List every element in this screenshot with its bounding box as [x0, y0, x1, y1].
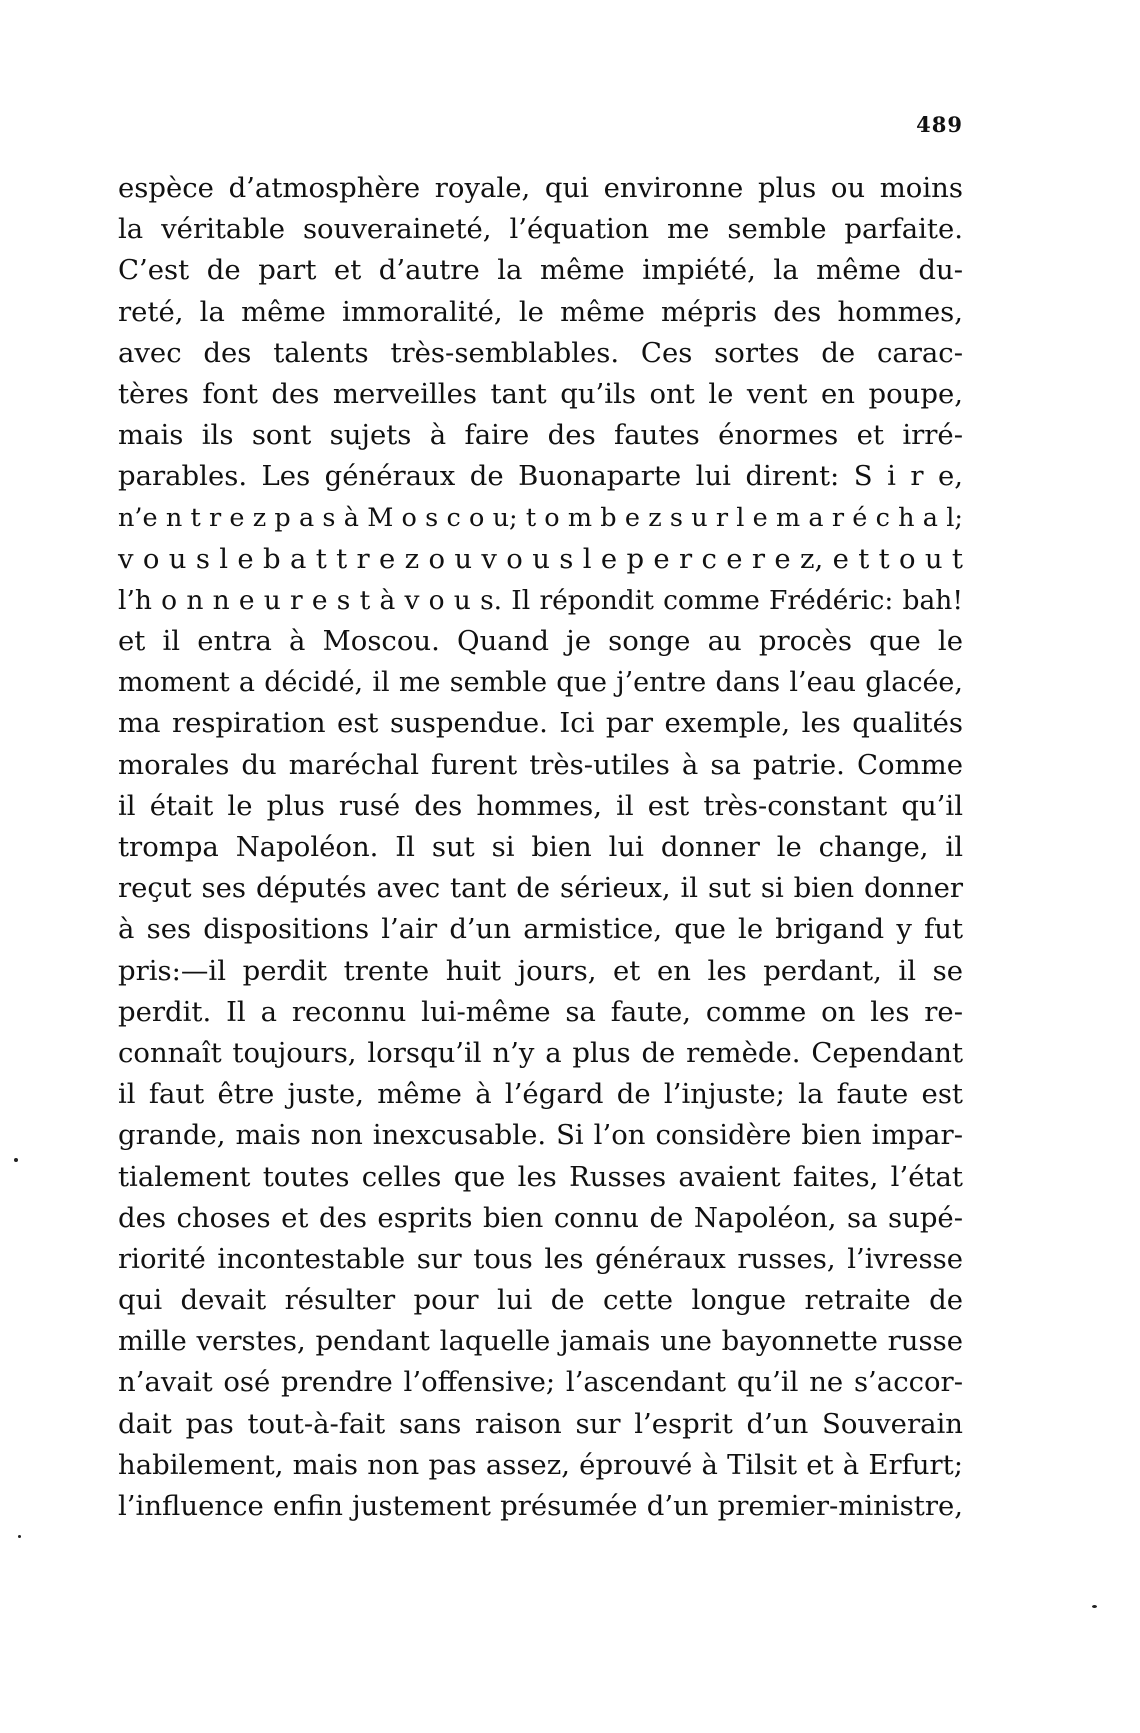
text-line: perdit. Il a reconnu lui-même sa faute, comme on les re-	[118, 995, 963, 1028]
text-line: tialement toutes celles que les Russes avaient faites, l’état	[118, 1160, 963, 1193]
text-line: morales du maréchal furent très-utiles à sa patrie. Comme	[118, 748, 963, 781]
text-line: dait pas tout-à-fait sans raison sur l’esprit d’un Souverain	[118, 1407, 963, 1440]
text-line: n’avait osé prendre l’offensive; l’ascendant qu’il ne s’accor-	[118, 1366, 963, 1399]
text-line: avec des talents très-semblables. Ces sortes de carac-	[118, 336, 963, 369]
text-line: pris:—il perdit trente huit jours, et en les perdant, il se	[118, 954, 963, 987]
text-line: habilement, mais non pas assez, éprouvé à Tilsit et à Erfurt;	[118, 1448, 963, 1481]
text-line: et il entra à Moscou. Quand je songe au procès que le	[118, 625, 963, 658]
body-text	[118, 168, 963, 1527]
text-line: des choses et des esprits bien connu de Napoléon, sa supé-	[118, 1201, 963, 1234]
text-line: la véritable souveraineté, l’équation me semble parfaite.	[118, 213, 963, 246]
page-number: 489	[916, 112, 963, 137]
text-line: reté, la même immoralité, le même mépris des hommes,	[118, 295, 963, 328]
text-line: riorité incontestable sur tous les généraux russes, l’ivresse	[118, 1242, 963, 1275]
text-line: il était le plus rusé des hommes, il est très-constant qu’il	[118, 789, 963, 822]
text-line: C’est de part et d’autre la même impiété, la même du-	[118, 254, 963, 287]
text-line: l’h o n n e u r e s t à v o u s. Il répondit comme Frédéric: bah!	[118, 584, 963, 616]
text-line: n’e n t r e z p a s à M o s c o u; t o m b e z s u r l e m a r é c h a l;	[118, 502, 963, 533]
text-line: l’influence enfin justement présumée d’un premier-ministre,	[118, 1490, 963, 1522]
scan-speck	[18, 1535, 21, 1538]
text-line: ma respiration est suspendue. Ici par exemple, les qualités	[118, 707, 963, 740]
scan-speck	[1092, 1605, 1097, 1608]
text-line: qui devait résulter pour lui de cette longue retraite de	[118, 1284, 963, 1317]
text-line: tères font des merveilles tant qu’ils ont le vent en poupe,	[118, 377, 963, 410]
text-line: espèce d’atmosphère royale, qui environne plus ou moins	[118, 172, 963, 204]
text-line: mille verstes, pendant laquelle jamais une bayonnette russe	[118, 1325, 963, 1358]
scan-speck	[14, 1158, 18, 1162]
text-line: il faut être juste, même à l’égard de l’injuste; la faute est	[118, 1078, 963, 1111]
text-line: grande, mais non inexcusable. Si l’on considère bien impar-	[118, 1119, 963, 1152]
text-line: mais ils sont sujets à faire des fautes énormes et irré-	[118, 419, 963, 452]
text-line: connaît toujours, lorsqu’il n’y a plus de remède. Cependant	[118, 1036, 963, 1069]
text-line: trompa Napoléon. Il sut si bien lui donner le change, il	[118, 831, 963, 863]
text-line: parables. Les généraux de Buonaparte lui dirent: S i r e,	[118, 460, 963, 493]
text-line: à ses dispositions l’air d’un armistice, que le brigand y fut	[118, 913, 963, 946]
text-line: reçut ses députés avec tant de sérieux, il sut si bien donner	[118, 872, 963, 905]
text-line: moment a décidé, il me semble que j’entre dans l’eau glacée,	[118, 667, 963, 699]
text-line: v o u s l e b a t t r e z o u v o u s l e p e r c e r e z, e t t o u t	[118, 542, 963, 575]
